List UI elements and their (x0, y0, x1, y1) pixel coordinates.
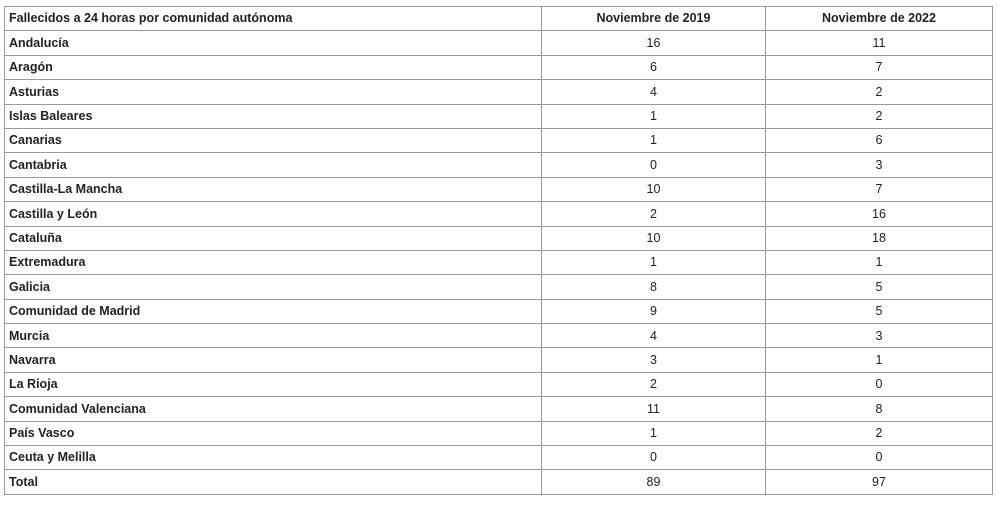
region-name: Murcia (5, 324, 542, 348)
value-2022: 7 (766, 177, 993, 201)
table-row (5, 372, 993, 396)
value-2022: 3 (766, 324, 993, 348)
value-2019: 0 (542, 446, 766, 470)
value-2019: 4 (542, 80, 766, 104)
value-2019: 3 (542, 348, 766, 372)
region-name: Asturias (5, 80, 542, 104)
table-row (5, 202, 993, 226)
region-name: Islas Baleares (5, 104, 542, 128)
table-row (5, 80, 993, 104)
region-name: La Rioja (5, 372, 542, 396)
table-row (5, 31, 993, 55)
table-row (5, 397, 993, 421)
value-2019: 6 (542, 55, 766, 79)
table-body (5, 31, 993, 494)
region-name: Galicia (5, 275, 542, 299)
value-2019: 8 (542, 275, 766, 299)
table-row (5, 226, 993, 250)
value-2019: 10 (542, 177, 766, 201)
region-name: Canarias (5, 128, 542, 152)
region-name: Ceuta y Melilla (5, 446, 542, 470)
value-2022: 18 (766, 226, 993, 250)
table-header-row (5, 7, 993, 31)
value-2022: 11 (766, 31, 993, 55)
region-name: Comunidad Valenciana (5, 397, 542, 421)
value-2022: 5 (766, 275, 993, 299)
table-row (5, 104, 993, 128)
value-2019: 2 (542, 202, 766, 226)
value-2022: 1 (766, 250, 993, 274)
value-2019: 4 (542, 324, 766, 348)
value-2019: 10 (542, 226, 766, 250)
value-2022: 1 (766, 348, 993, 372)
table-row (5, 250, 993, 274)
table-row (5, 128, 993, 152)
value-2022: 6 (766, 128, 993, 152)
value-2022: 2 (766, 104, 993, 128)
value-2022: 8 (766, 397, 993, 421)
column-header-2019: Noviembre de 2019 (542, 7, 766, 31)
region-name: Cataluña (5, 226, 542, 250)
value-2022: 97 (766, 470, 993, 494)
value-2022: 0 (766, 372, 993, 396)
region-name: Castilla-La Mancha (5, 177, 542, 201)
table-row (5, 324, 993, 348)
region-name: Navarra (5, 348, 542, 372)
value-2022: 7 (766, 55, 993, 79)
value-2022: 0 (766, 446, 993, 470)
region-name: Castilla y León (5, 202, 542, 226)
column-header-region: Fallecidos a 24 horas por comunidad autónoma (5, 7, 542, 31)
column-header-2022: Noviembre de 2022 (766, 7, 993, 31)
value-2019: 1 (542, 421, 766, 445)
region-name: Cantabria (5, 153, 542, 177)
table-row (5, 421, 993, 445)
region-name: País Vasco (5, 421, 542, 445)
value-2019: 1 (542, 250, 766, 274)
table-row (5, 446, 993, 470)
value-2022: 16 (766, 202, 993, 226)
region-name: Extremadura (5, 250, 542, 274)
fatalities-table (4, 6, 993, 495)
region-name: Total (5, 470, 542, 494)
value-2019: 0 (542, 153, 766, 177)
value-2019: 9 (542, 299, 766, 323)
region-name: Andalucía (5, 31, 542, 55)
table-row (5, 275, 993, 299)
table-container (4, 6, 992, 495)
value-2019: 1 (542, 104, 766, 128)
value-2019: 89 (542, 470, 766, 494)
value-2022: 2 (766, 421, 993, 445)
table-row (5, 348, 993, 372)
value-2019: 1 (542, 128, 766, 152)
value-2022: 3 (766, 153, 993, 177)
value-2019: 11 (542, 397, 766, 421)
value-2022: 2 (766, 80, 993, 104)
table-row-total (5, 470, 993, 494)
table-row (5, 299, 993, 323)
table-row (5, 177, 993, 201)
value-2022: 5 (766, 299, 993, 323)
region-name: Comunidad de Madrid (5, 299, 542, 323)
value-2019: 16 (542, 31, 766, 55)
value-2019: 2 (542, 372, 766, 396)
table-row (5, 153, 993, 177)
region-name: Aragón (5, 55, 542, 79)
table-row (5, 55, 993, 79)
